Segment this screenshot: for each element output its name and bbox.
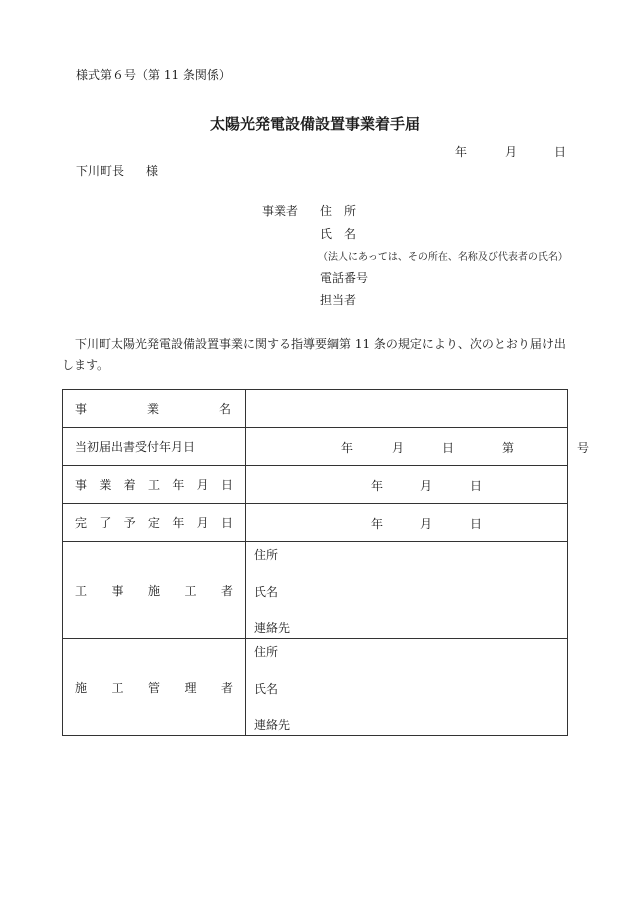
table-row-start-date <box>63 466 568 504</box>
body-paragraph: 下川町太陽光発電設備設置事業に関する指導要綱第 11 条の規定により、次のとおり届け出します。 <box>62 337 566 372</box>
manager-address-label: 住所 <box>254 645 279 659</box>
start-year-label: 年 <box>371 479 384 493</box>
completion-year-label: 年 <box>371 517 384 531</box>
contractor-contact-label: 連絡先 <box>254 621 291 635</box>
table-row-manager <box>63 639 568 736</box>
form-number: 様式第６号（第 11 条関係） <box>76 68 231 82</box>
table-row-initial-submission <box>63 428 568 466</box>
completion-month-label: 月 <box>420 517 433 531</box>
corporate-note: （法人にあっては、その所在、名称及び代表者の氏名） <box>318 252 568 263</box>
addressee-name: 下川町長 <box>76 164 125 178</box>
applicant-address-label: 住 所 <box>320 204 357 218</box>
date-year-label: 年 <box>455 145 468 159</box>
initial-year-label: 年 <box>341 441 354 455</box>
document-title: 太陽光発電設備設置事業着手届 <box>209 115 420 133</box>
form-table <box>62 389 590 736</box>
contractor-name-label: 氏名 <box>254 584 279 599</box>
completion-day-label: 日 <box>470 517 483 531</box>
start-date-label: 事 業 着 工 年 月 日 <box>63 466 246 504</box>
table-row-contractor <box>63 542 568 639</box>
manager-contact-label: 連絡先 <box>254 718 291 732</box>
applicant-contact-label: 担当者 <box>320 293 357 307</box>
start-month-label: 月 <box>420 479 433 493</box>
initial-dai-label: 第 <box>502 441 515 455</box>
initial-day-label: 日 <box>442 441 455 455</box>
addressee-honorific: 様 <box>146 164 159 178</box>
date-day-label: 日 <box>554 145 567 159</box>
completion-field[interactable] <box>246 504 568 542</box>
completion-label: 完 了 予 定 年 月 日 <box>63 504 246 542</box>
contractor-address-label: 住所 <box>254 548 279 562</box>
initial-go-label: 号 <box>577 441 590 455</box>
date-month-label: 月 <box>505 145 518 159</box>
start-day-label: 日 <box>470 479 483 493</box>
applicant-phone-label: 電話番号 <box>320 271 369 285</box>
initial-submission-field[interactable] <box>246 428 590 466</box>
addressee <box>76 162 158 179</box>
table-row-project-name <box>63 390 568 428</box>
contractor-label: 工 事 施 工 者 <box>63 542 246 639</box>
start-date-field[interactable] <box>246 466 568 504</box>
manager-label: 施 工 管 理 者 <box>63 639 246 736</box>
table-row-completion <box>63 504 568 542</box>
project-name-field[interactable] <box>246 390 568 428</box>
initial-submission-label: 当初届出書受付年月日 <box>63 428 246 466</box>
initial-month-label: 月 <box>392 441 405 455</box>
project-name-label: 事 業 名 <box>63 390 246 428</box>
applicant-name-label: 氏 名 <box>320 227 357 241</box>
applicant-label: 事業者 <box>262 204 299 218</box>
contractor-field[interactable] <box>246 542 568 639</box>
manager-name-label: 氏名 <box>254 681 279 696</box>
manager-field[interactable] <box>246 639 568 736</box>
